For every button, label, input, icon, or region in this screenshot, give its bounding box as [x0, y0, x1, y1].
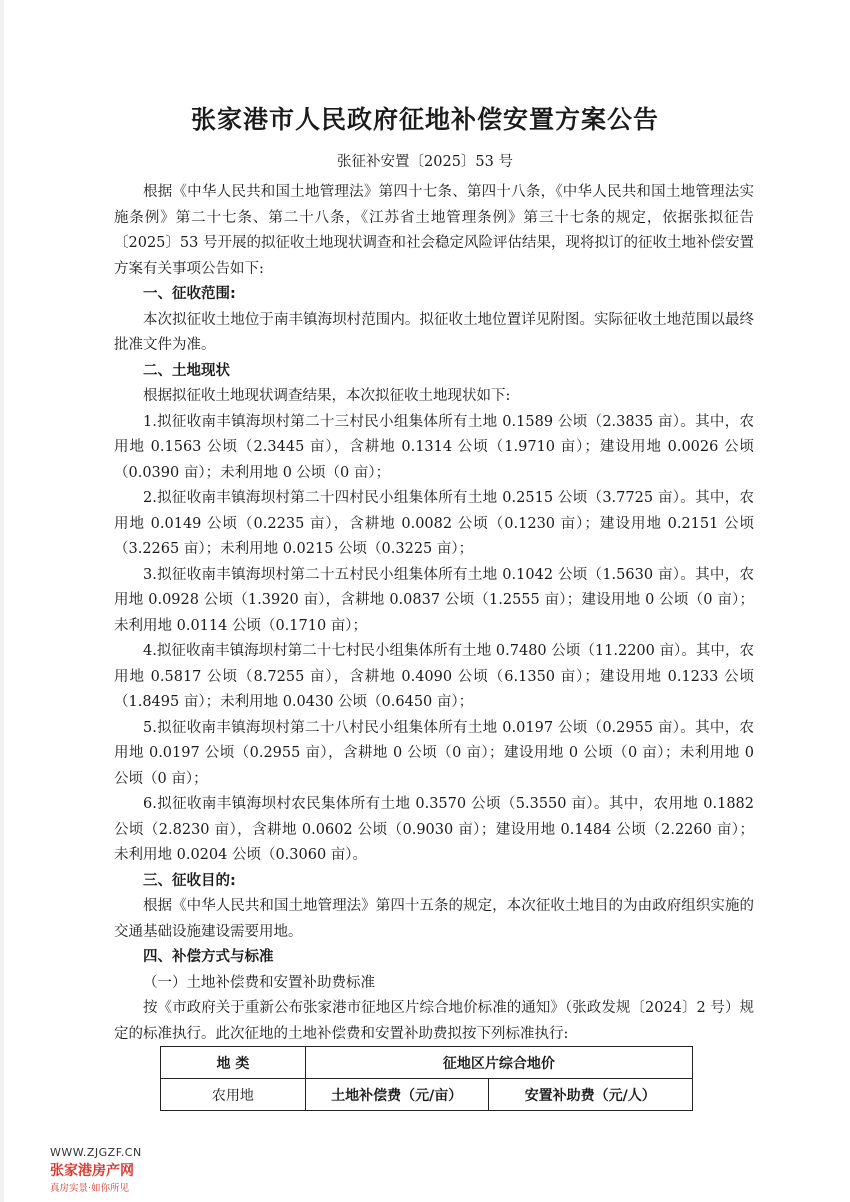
- paragraph: 根据《中华人民共和国土地管理法》第四十五条的规定，本次征收土地目的为由政府组织实施的交通基础设施建设需要用地。: [114, 898, 754, 940]
- table-header-row: [161, 1047, 693, 1079]
- paragraph: 3.拟征收南丰镇海坝村第二十五村民小组集体所有土地 0.1042 公顷（1.5630 亩）。其中，农用地 0.0928 公顷（1.3920 亩），含耕地 0.0837 公顷（1.2555 亩）；建设用地 0 公顷（0 亩）；未利用地 0.0114 公顷（0.1710 亩）；: [114, 566, 754, 634]
- table-cell-land-type: 农用地: [161, 1079, 306, 1111]
- section-heading: 三、征收目的:: [143, 872, 236, 889]
- paragraph: 4.拟征收南丰镇海坝村第二十七村民小组集体所有土地 0.7480 公顷（11.2200 亩）。其中，农用地 0.5817 公顷（8.7255 亩），含耕地 0.4090 公顷（6.1350 亩）；建设用地 0.1233 公顷（1.8495 亩）；未利用地 0.0430 公顷（0.6450 亩）；: [114, 643, 754, 710]
- section-heading: 四、补偿方式与标准: [143, 949, 274, 965]
- paragraph: 根据《中华人民共和国土地管理法》第四十七条、第四十八条，《中华人民共和国土地管理法实施条例》第二十七条、第二十八条，《江苏省土地管理条例》第三十七条的规定，依据张拟征告〔2025〕53 号开展的拟征收土地现状调查和社会稳定风险评估结果，现将拟订的征收土地补偿安置方案有关事项公告如下:: [114, 184, 754, 277]
- compensation-standard-table: [160, 1046, 693, 1111]
- paragraph: 按《市政府关于重新公布张家港市征地区片综合地价标准的通知》（张政发规〔2024〕2 号）规定的标准执行。此次征地的土地补偿费和安置补助费拟按下列标准执行:: [114, 1000, 754, 1042]
- paragraph: 本次拟征收土地位于南丰镇海坝村范围内。拟征收土地位置详见附图。实际征收土地范围以最终批准文件为准。: [114, 311, 754, 353]
- paragraph: 6.拟征收南丰镇海坝村农民集体所有土地 0.3570 公顷（5.3550 亩）。其中，农用地 0.1882 公顷（2.8230 亩），含耕地 0.0602 公顷（0.9030 亩）；建设用地 0.1484 公顷（2.2260 亩）；未利用地 0.0204 公顷（0.3060 亩）。: [114, 796, 754, 863]
- paragraph: 1.拟征收南丰镇海坝村第二十三村民小组集体所有土地 0.1589 公顷（2.3835 亩）。其中，农用地 0.1563 公顷（2.3445 亩），含耕地 0.1314 公顷（1.9710 亩）；建设用地 0.0026 公顷（0.0390 亩）；未利用地 0 公顷（0 亩）；: [114, 413, 754, 481]
- page-title: 张家港市人民政府征地补偿安置方案公告: [190, 105, 659, 134]
- table-row: [161, 1079, 693, 1111]
- document-number: 张征补安置〔2025〕53 号: [337, 154, 513, 170]
- paragraph: （一）土地补偿费和安置补助费标准: [143, 974, 375, 991]
- table-header-resettlement: 安置补助费（元/人）: [488, 1079, 693, 1111]
- page-edge: [0, 0, 4, 1202]
- watermark-url: WWW.ZJGZF.CN: [50, 1146, 142, 1159]
- watermark-name: 张家港房产网: [50, 1163, 134, 1179]
- watermark-slogan: 真房实景·如你所见: [50, 1183, 130, 1194]
- paragraph: 5.拟征收南丰镇海坝村第二十八村民小组集体所有土地 0.0197 公顷（0.2955 亩）。其中，农用地 0.0197 公顷（0.2955 亩），含耕地 0 公顷（0 亩）；建设用地 0 公顷（0 亩）；未利用地 0 公顷（0 亩）；: [114, 719, 754, 787]
- paragraph: 2.拟征收南丰镇海坝村第二十四村民小组集体所有土地 0.2515 公顷（3.7725 亩）。其中，农用地 0.0149 公顷（0.2235 亩），含耕地 0.0082 公顷（0.1230 亩）；建设用地 0.2151 公顷（3.2265 亩）；未利用地 0.0215 公顷（0.3225 亩）；: [114, 490, 754, 557]
- table-header-compensation: 土地补偿费（元/亩）: [305, 1079, 488, 1111]
- document-body: [114, 180, 754, 1047]
- section-heading: 一、征收范围:: [143, 286, 236, 302]
- section-heading: 二、土地现状: [143, 362, 230, 379]
- table-header-price: 征地区片综合地价: [305, 1047, 692, 1079]
- table-header-land-type: 地 类: [161, 1047, 306, 1079]
- paragraph: 根据拟征收土地现状调查结果，本次拟征收土地现状如下:: [143, 388, 511, 404]
- site-watermark: [50, 1146, 142, 1194]
